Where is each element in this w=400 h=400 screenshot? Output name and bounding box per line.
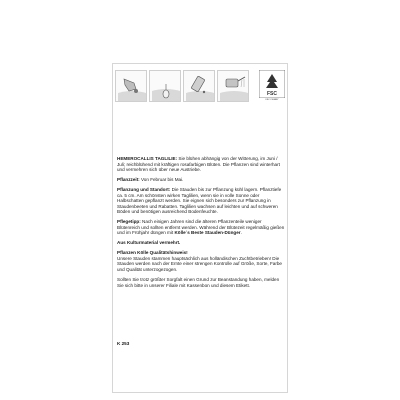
intro-text: Sie blühen abhängig von der Witterung, im Juni / Juli; reichblühend mit kräftigen rosafarbigen Blüten. Die Pflanzen sind winterhart und vermehren sich über neue Austriebe.: [117, 156, 280, 172]
complaint-paragraph: [117, 277, 285, 288]
care-text: Nach einigen Jahren sind die älteren Pflanzenteile weniger Blütenreich und sollten entfernt werden. Während der Blütezeit regelmäßig gießen und im Frühjahr düngen mit: [117, 219, 285, 236]
planting-location-text: Die Stauden bis zur Pflanzung kühl lagern. Pflanztiefe ca. 5 cm. Am schönsten wirken Taglilien, wenn sie in volle Sonne oder Halbschatten gepflanzt werden. Sie eignen sich besonders zur Pflanzung in Staudenbeeten und Rabatten. Taglilien wachsen auf leichten und auf schweren Böden und benötigen ausreichend Bodenfeuchte.: [117, 187, 282, 215]
intro-paragraph: [117, 156, 285, 173]
fsc-logo: [259, 70, 285, 106]
intro-title: HEMEROCALLIS TAGLILIE:: [117, 156, 178, 161]
planting-time-text: Von Februar bis Mai.: [139, 177, 184, 183]
planting-hand-icon: [115, 70, 147, 102]
quality-text: Unsere Stauden stammen hauptsächlich aus holländischen Zuchtbetrieben! Die Stauden werden nach der Ernte einer strengen Kontrolle auf Größe, Sorte, Farbe und Qualität unterzogezogen.: [117, 255, 282, 272]
propagation-paragraph: [117, 240, 285, 246]
plant-label-card: [112, 63, 288, 393]
planting-location-paragraph: [117, 187, 285, 215]
care-product: Kölle´s Beste Stauden-Dünger: [174, 230, 241, 236]
propagation-text: Aus Kulturmaterial vermehrt.: [117, 240, 181, 246]
label-text: [117, 156, 285, 293]
product-code: K 253: [117, 341, 130, 346]
watering-can-icon: [217, 70, 249, 102]
svg-text:FSC: FSC: [267, 91, 277, 97]
planting-time-paragraph: [117, 177, 285, 183]
fertilizer-bottle-icon: [183, 70, 215, 102]
planting-location-title: Pflanzung und Standort:: [117, 187, 171, 193]
care-paragraph: [117, 219, 285, 236]
bulb-in-soil-icon: [149, 70, 181, 102]
quality-paragraph: [117, 250, 285, 272]
fsc-code: FSC C106887: [265, 99, 279, 101]
planting-instructions-illustrations: [115, 70, 249, 102]
quality-title: Pflanzen Kölle Qualitätshinweis!: [117, 250, 188, 256]
planting-time-title: Pflanzzeit:: [117, 177, 140, 183]
care-end: .: [240, 230, 242, 236]
complaint-text: Sollten Sie trotz größter Sorgfalt einen Grund zur Beanstandung haben, melden Sie sich bitte in unserer Filiale mit Kassenbon und diesem Etikett.: [117, 277, 280, 288]
care-title: Pflegetipp:: [117, 219, 141, 225]
